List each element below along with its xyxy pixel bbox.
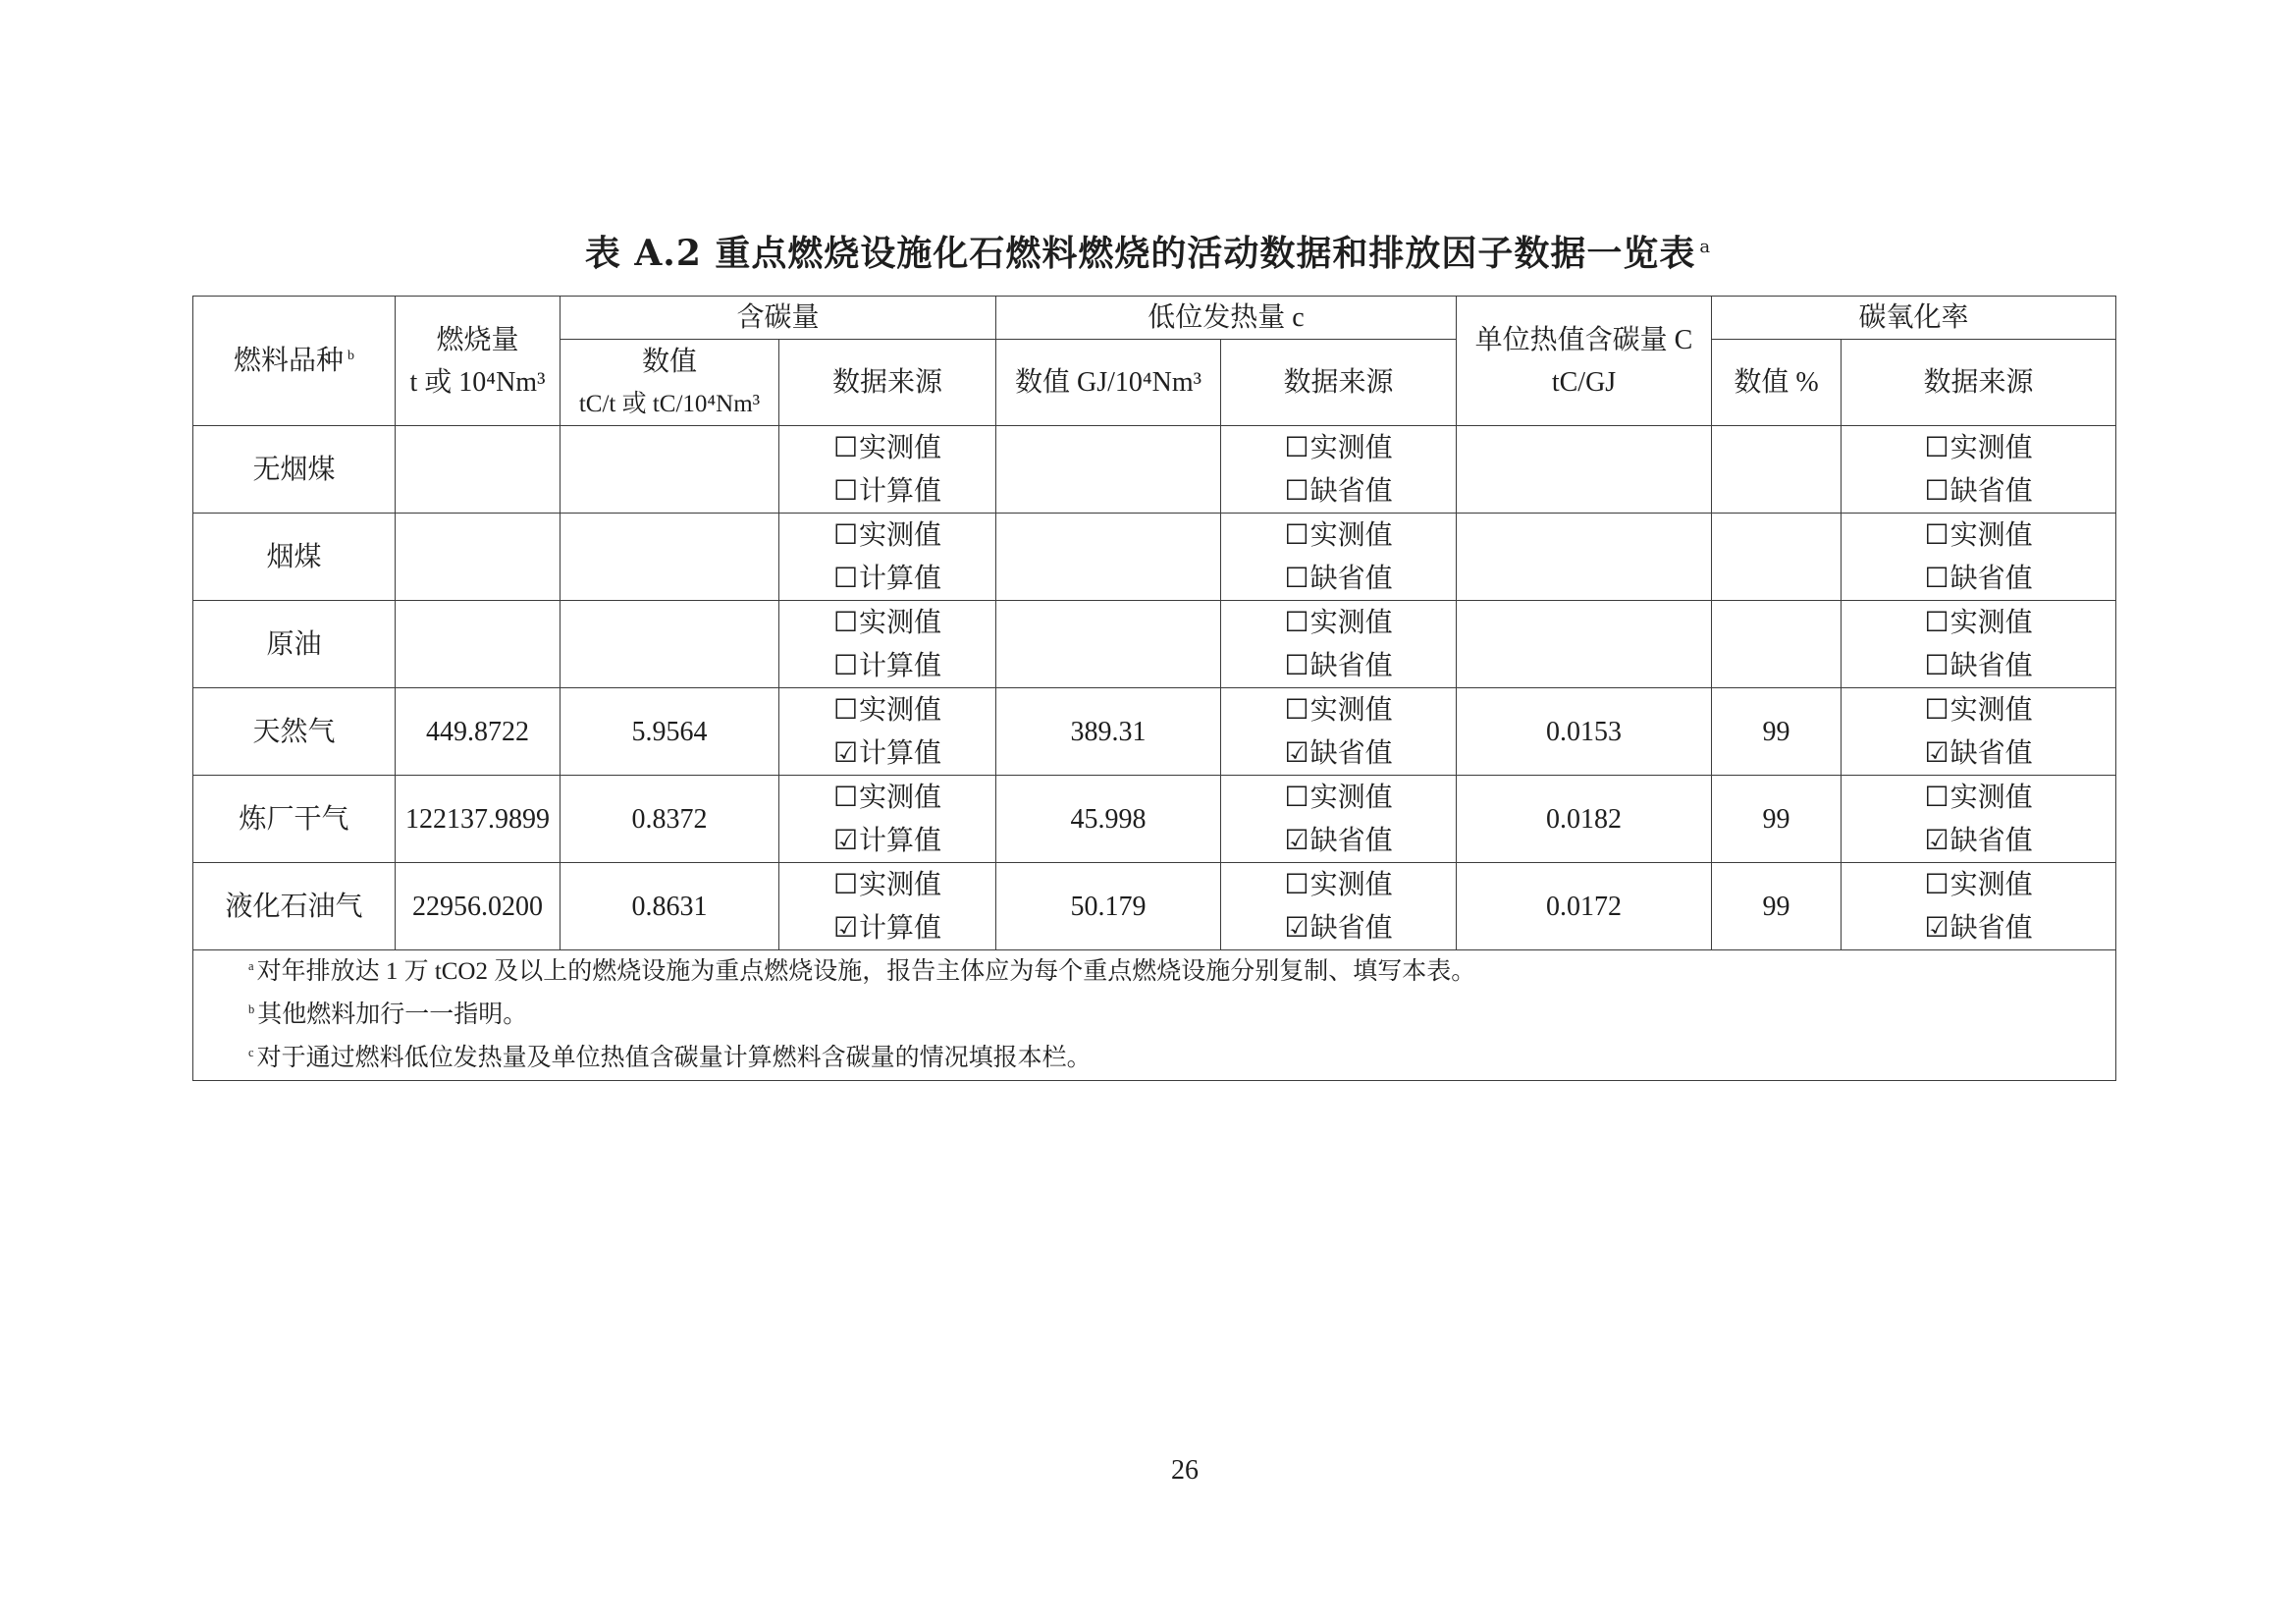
source-option-label: 计算值 [859,564,942,594]
checkbox-icon: ☐ [1284,781,1309,813]
source-option [1924,514,2032,557]
source-option [1924,863,2032,906]
ncv-value-cell [996,601,1221,688]
fuel-name-cell: 原油 [193,601,396,688]
carbon-content-source-cell [779,601,996,688]
checkbox-icon: ☐ [832,474,859,507]
source-options [1924,776,2032,862]
source-option-label: 实测值 [859,870,942,900]
oxidation-source-cell [1842,426,2116,514]
checked-checkbox-icon: ☑ [832,824,859,856]
source-option-label: 实测值 [1309,783,1393,813]
oxidation-source-cell [1842,688,2116,776]
unit-carbon-cell [1457,426,1712,514]
footnote-b [248,994,2115,1037]
checkbox-icon: ☐ [832,868,859,900]
header-unit-carbon-label: 单位热值含碳量 C [1474,324,1693,355]
source-option [1924,557,2032,600]
header-fuel-type-mark: b [347,348,354,363]
checkbox-icon: ☐ [832,781,859,813]
source-option-label: 实测值 [859,783,942,813]
source-options [1284,688,1392,775]
source-option-label: 缺省值 [1309,913,1393,944]
header-unit-carbon [1457,297,1712,426]
source-option-label: 实测值 [859,433,942,463]
source-option [1284,906,1392,949]
source-option [1284,863,1392,906]
footnote-mark: a [248,958,254,973]
ncv-value-cell [996,514,1221,601]
checked-checkbox-icon: ☑ [1924,736,1949,769]
carbon-content-source-cell [779,776,996,863]
footnotes [193,950,2116,1081]
carbon-content-source-cell [779,688,996,776]
source-option [1924,819,2032,862]
footnote-text: 其他燃料加行一一指明。 [257,1001,528,1028]
checkbox-icon: ☐ [1284,518,1309,551]
source-option-label: 计算值 [859,738,942,769]
table-row [193,863,2116,950]
source-option-label: 缺省值 [1949,564,2033,594]
checkbox-icon: ☐ [832,606,859,638]
checkbox-icon: ☐ [1284,868,1309,900]
source-option [1284,601,1392,644]
source-option-label: 实测值 [1949,695,2033,726]
header-carbon-source: 数据来源 [779,340,996,426]
checked-checkbox-icon: ☑ [832,911,859,944]
source-option-label: 计算值 [859,651,942,681]
oxidation-value-cell [1712,601,1842,688]
source-option [1924,731,2032,775]
source-option-label: 计算值 [859,913,942,944]
consumption-cell [396,426,561,514]
checkbox-icon: ☐ [1924,431,1949,463]
source-option-label: 缺省值 [1309,651,1393,681]
ncv-source-cell [1221,601,1457,688]
source-options [1284,776,1392,862]
checkbox-icon: ☐ [832,562,859,594]
checkbox-icon: ☐ [1284,606,1309,638]
source-option [833,906,941,949]
header-consumption-unit: t 或 10⁴Nm³ [409,366,546,398]
source-option [1924,688,2032,731]
table-row [193,601,2116,688]
source-option [1924,426,2032,469]
source-options [1284,863,1392,949]
header-consumption [396,297,561,426]
ncv-value-cell: 389.31 [996,688,1221,776]
source-option-label: 实测值 [1949,520,2033,551]
header-fuel-type [193,297,396,426]
checkbox-icon: ☐ [1924,649,1949,681]
consumption-cell: 22956.0200 [396,863,561,950]
source-option [833,688,941,731]
footnote-text: 对于通过燃料低位发热量及单位热值含碳量计算燃料含碳量的情况填报本栏。 [256,1045,1092,1071]
header-ncv-value: 数值 GJ/10⁴Nm³ [996,340,1221,426]
source-option [1284,514,1392,557]
table-title [0,226,2296,281]
header-oxidation-source: 数据来源 [1842,340,2116,426]
checkbox-icon: ☐ [1284,693,1309,726]
ncv-source-cell [1221,426,1457,514]
table-row [193,426,2116,514]
header-fuel-type-label: 燃料品种 [233,346,344,376]
source-option [1284,776,1392,819]
source-option-label: 实测值 [1309,433,1393,463]
source-options [833,601,941,687]
checked-checkbox-icon: ☑ [1924,911,1949,944]
source-option-label: 实测值 [1309,695,1393,726]
consumption-cell: 449.8722 [396,688,561,776]
fuel-name-cell: 无烟煤 [193,426,396,514]
header-row-1 [193,297,2116,340]
source-options [1284,426,1392,513]
fuel-name-cell: 天然气 [193,688,396,776]
source-option [1924,469,2032,513]
unit-carbon-cell: 0.0172 [1457,863,1712,950]
source-option-label: 缺省值 [1309,826,1393,856]
source-option-label: 实测值 [859,520,942,551]
carbon-content-value-cell [561,601,779,688]
oxidation-source-cell [1842,601,2116,688]
source-option [1284,819,1392,862]
source-options [1284,601,1392,687]
source-option-label: 实测值 [1949,870,2033,900]
consumption-cell: 122137.9899 [396,776,561,863]
source-option-label: 缺省值 [1949,651,2033,681]
fuel-name-cell: 炼厂干气 [193,776,396,863]
ncv-value-cell: 45.998 [996,776,1221,863]
table-row [193,514,2116,601]
source-option-label: 实测值 [859,608,942,638]
checkbox-icon: ☐ [1284,562,1309,594]
unit-carbon-cell: 0.0153 [1457,688,1712,776]
oxidation-value-cell: 99 [1712,776,1842,863]
source-options [833,514,941,600]
checked-checkbox-icon: ☑ [832,736,859,769]
page-number: 26 [1171,1455,1199,1486]
source-options [833,426,941,513]
header-carbon-value-label: 数值 [641,346,697,377]
ncv-source-cell [1221,688,1457,776]
fuel-name-cell: 液化石油气 [193,863,396,950]
ncv-source-cell [1221,776,1457,863]
checkbox-icon: ☐ [1284,431,1309,463]
checkbox-icon: ☐ [1924,693,1949,726]
carbon-content-value-cell [561,426,779,514]
carbon-content-source-cell [779,863,996,950]
source-option-label: 实测值 [1309,870,1393,900]
header-ncv: 低位发热量 c [996,297,1457,340]
ncv-value-cell [996,426,1221,514]
header-unit-carbon-unit: tC/GJ [1551,366,1617,398]
source-option [833,819,941,862]
source-option-label: 缺省值 [1949,738,2033,769]
carbon-content-value-cell: 0.8631 [561,863,779,950]
header-oxidation: 碳氧化率 [1712,297,2116,340]
oxidation-value-cell: 99 [1712,863,1842,950]
source-option-label: 缺省值 [1309,738,1393,769]
source-option-label: 实测值 [1949,433,2033,463]
checked-checkbox-icon: ☑ [1284,911,1309,944]
footnote-text: 对年排放达 1 万 tCO2 及以上的燃烧设施为重点燃烧设施，报告主体应为每个重点燃烧设施分别复制、填写本表。 [256,958,1476,985]
checkbox-icon: ☐ [1924,868,1949,900]
source-option [1924,601,2032,644]
checked-checkbox-icon: ☑ [1284,824,1309,856]
table-row [193,688,2116,776]
source-option-label: 计算值 [859,826,942,856]
checkbox-icon: ☐ [1924,606,1949,638]
checked-checkbox-icon: ☑ [1284,736,1309,769]
source-option-label: 缺省值 [1949,913,2033,944]
source-option-label: 缺省值 [1309,476,1393,507]
source-option [833,557,941,600]
source-option-label: 实测值 [1309,608,1393,638]
header-carbon-value [561,340,779,426]
footnote-a [248,950,2115,994]
source-options [833,863,941,949]
oxidation-source-cell [1842,776,2116,863]
carbon-content-value-cell: 0.8372 [561,776,779,863]
footnote-mark: b [248,1001,255,1016]
carbon-content-source-cell [779,426,996,514]
source-options [1924,863,2032,949]
unit-carbon-cell [1457,514,1712,601]
ncv-source-cell [1221,863,1457,950]
source-option-label: 实测值 [859,695,942,726]
source-option-label: 实测值 [1949,608,2033,638]
oxidation-source-cell [1842,863,2116,950]
oxidation-source-cell [1842,514,2116,601]
source-option [833,731,941,775]
source-option-label: 计算值 [859,476,942,507]
source-option [1284,644,1392,687]
source-options [1924,688,2032,775]
header-consumption-label: 燃烧量 [436,324,519,355]
source-option [1284,731,1392,775]
footnote-row [193,950,2116,1081]
table-title-text: 表 A.2 重点燃烧设施化石燃料燃烧的活动数据和排放因子数据一览表 [584,233,1696,274]
header-carbon-content: 含碳量 [561,297,996,340]
source-option-label: 缺省值 [1949,476,2033,507]
source-option [1284,426,1392,469]
carbon-content-value-cell [561,514,779,601]
header-oxidation-value: 数值 % [1712,340,1842,426]
carbon-content-value-cell: 5.9564 [561,688,779,776]
checkbox-icon: ☐ [832,693,859,726]
ncv-source-cell [1221,514,1457,601]
source-option [833,601,941,644]
source-option [833,776,941,819]
source-option [1284,557,1392,600]
checkbox-icon: ☐ [1284,474,1309,507]
oxidation-value-cell [1712,514,1842,601]
checkbox-icon: ☐ [1284,649,1309,681]
source-option [833,426,941,469]
source-option-label: 缺省值 [1949,826,2033,856]
oxidation-value-cell [1712,426,1842,514]
fuel-name-cell: 烟煤 [193,514,396,601]
footnote-c [248,1037,2115,1080]
source-options [833,776,941,862]
source-option [833,863,941,906]
oxidation-value-cell: 99 [1712,688,1842,776]
unit-carbon-cell [1457,601,1712,688]
source-option [1284,688,1392,731]
source-option-label: 实测值 [1949,783,2033,813]
source-option [833,469,941,513]
checkbox-icon: ☐ [1924,562,1949,594]
consumption-cell [396,601,561,688]
checked-checkbox-icon: ☑ [1924,824,1949,856]
header-carbon-value-unit: tC/t 或 tC/10⁴Nm³ [578,390,761,417]
source-option [1284,469,1392,513]
source-option [833,644,941,687]
footnote-mark: c [248,1045,254,1059]
table-title-footnote-mark: a [1699,237,1712,257]
checkbox-icon: ☐ [832,431,859,463]
source-option [1924,906,2032,949]
source-option [1924,644,2032,687]
ncv-value-cell: 50.179 [996,863,1221,950]
emission-data-table [192,296,2116,1081]
source-options [833,688,941,775]
source-option-label: 实测值 [1309,520,1393,551]
checkbox-icon: ☐ [1924,781,1949,813]
table-row [193,776,2116,863]
checkbox-icon: ☐ [832,518,859,551]
source-options [1284,514,1392,600]
source-option-label: 缺省值 [1309,564,1393,594]
header-ncv-source: 数据来源 [1221,340,1457,426]
checkbox-icon: ☐ [832,649,859,681]
carbon-content-source-cell [779,514,996,601]
source-options [1924,514,2032,600]
checkbox-icon: ☐ [1924,474,1949,507]
source-options [1924,601,2032,687]
source-option [1924,776,2032,819]
checkbox-icon: ☐ [1924,518,1949,551]
source-option [833,514,941,557]
consumption-cell [396,514,561,601]
unit-carbon-cell: 0.0182 [1457,776,1712,863]
source-options [1924,426,2032,513]
